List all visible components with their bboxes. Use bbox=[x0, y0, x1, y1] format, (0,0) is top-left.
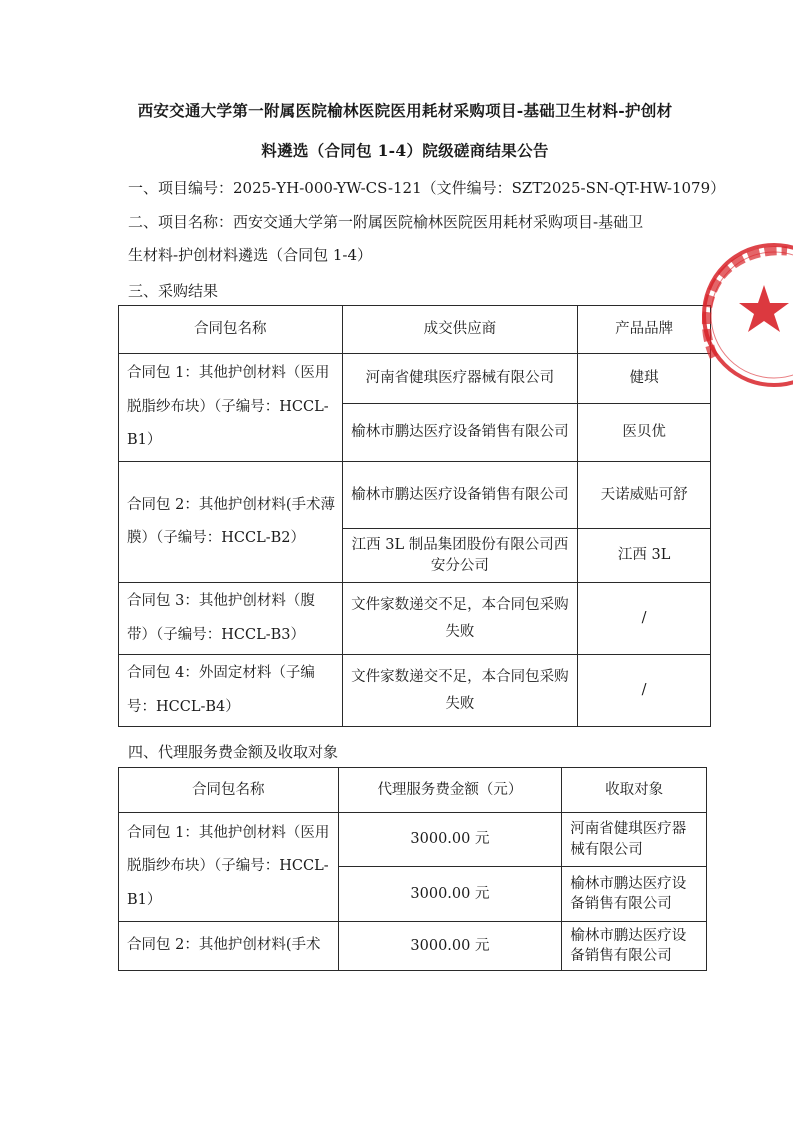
payee: 榆林市鹏达医疗设备销售有限公司 bbox=[562, 867, 707, 922]
table-row bbox=[119, 922, 707, 971]
payee: 榆林市鹏达医疗设备销售有限公司 bbox=[562, 922, 707, 971]
seal-ring bbox=[704, 245, 793, 385]
payee: 河南省健琪医疗器械有限公司 bbox=[562, 813, 707, 867]
package-name: 合同包 2：其他护创材料(手术薄膜）（子编号：HCCL-B2） bbox=[119, 462, 343, 583]
agency-fee-table bbox=[118, 767, 707, 971]
notice-title-line2: 料遴选（合同包 1-4）院级磋商结果公告 bbox=[261, 141, 549, 160]
package-name: 合同包 1：其他护创材料（医用脱脂纱布块）（子编号：HCCL-B1） bbox=[119, 354, 343, 462]
table-row bbox=[119, 354, 711, 404]
notice-title-line1: 西安交通大学第一附属医院榆林医院医用耗材采购项目-基础卫生材料-护创材 bbox=[137, 101, 673, 120]
package-name: 合同包 2：其他护创材料(手术 bbox=[119, 922, 339, 971]
table-row bbox=[119, 462, 711, 529]
supplier: 河南省健琪医疗器械有限公司 bbox=[342, 354, 578, 404]
table-row bbox=[119, 583, 711, 655]
company-seal bbox=[692, 237, 793, 407]
supplier: 江西 3L 制品集团股份有限公司西安分公司 bbox=[342, 529, 578, 583]
header-fee: 代理服务费金额（元） bbox=[338, 768, 562, 813]
agency-fee-heading: 四、代理服务费金额及收取对象 bbox=[128, 743, 339, 761]
brand: 天诺威贴可舒 bbox=[578, 462, 711, 529]
procurement-result-table bbox=[118, 305, 711, 727]
package-name: 合同包 1：其他护创材料（医用脱脂纱布块）（子编号：HCCL-B1） bbox=[119, 813, 339, 922]
table-header-row bbox=[119, 768, 707, 813]
header-package-name: 合同包名称 bbox=[119, 768, 339, 813]
fee-amount: 3000.00 元 bbox=[338, 867, 562, 922]
project-name-line2: 生材料-护创材料遴选（合同包 1-4） bbox=[128, 246, 372, 264]
header-brand: 产品品牌 bbox=[578, 306, 711, 354]
supplier: 榆林市鹏达医疗设备销售有限公司 bbox=[342, 404, 578, 462]
package-name: 合同包 3：其他护创材料（腹带）（子编号：HCCL-B3） bbox=[119, 583, 343, 655]
table-row bbox=[119, 813, 707, 867]
brand: 江西 3L bbox=[578, 529, 711, 583]
brand: 健琪 bbox=[578, 354, 711, 404]
header-payee: 收取对象 bbox=[562, 768, 707, 813]
supplier: 榆林市鹏达医疗设备销售有限公司 bbox=[342, 462, 578, 529]
table-header-row bbox=[119, 306, 711, 354]
brand: / bbox=[578, 583, 711, 655]
table-row bbox=[119, 655, 711, 727]
project-number: 一、项目编号：2025-YH-000-YW-CS-121（文件编号：SZT2025-SN-QT-HW-1079） bbox=[128, 179, 726, 197]
procurement-result-heading: 三、采购结果 bbox=[128, 282, 219, 300]
fee-amount: 3000.00 元 bbox=[338, 813, 562, 867]
brand: 医贝优 bbox=[578, 404, 711, 462]
header-package-name: 合同包名称 bbox=[119, 306, 343, 354]
seal-star-icon bbox=[739, 285, 789, 332]
supplier: 文件家数递交不足，本合同包采购失败 bbox=[342, 583, 578, 655]
fee-amount: 3000.00 元 bbox=[338, 922, 562, 971]
header-supplier: 成交供应商 bbox=[342, 306, 578, 354]
project-name-line1: 二、项目名称：西安交通大学第一附属医院榆林医院医用耗材采购项目-基础卫 bbox=[128, 213, 644, 231]
brand: / bbox=[578, 655, 711, 727]
package-name: 合同包 4：外固定材料（子编号：HCCL-B4） bbox=[119, 655, 343, 727]
supplier: 文件家数递交不足，本合同包采购失败 bbox=[342, 655, 578, 727]
